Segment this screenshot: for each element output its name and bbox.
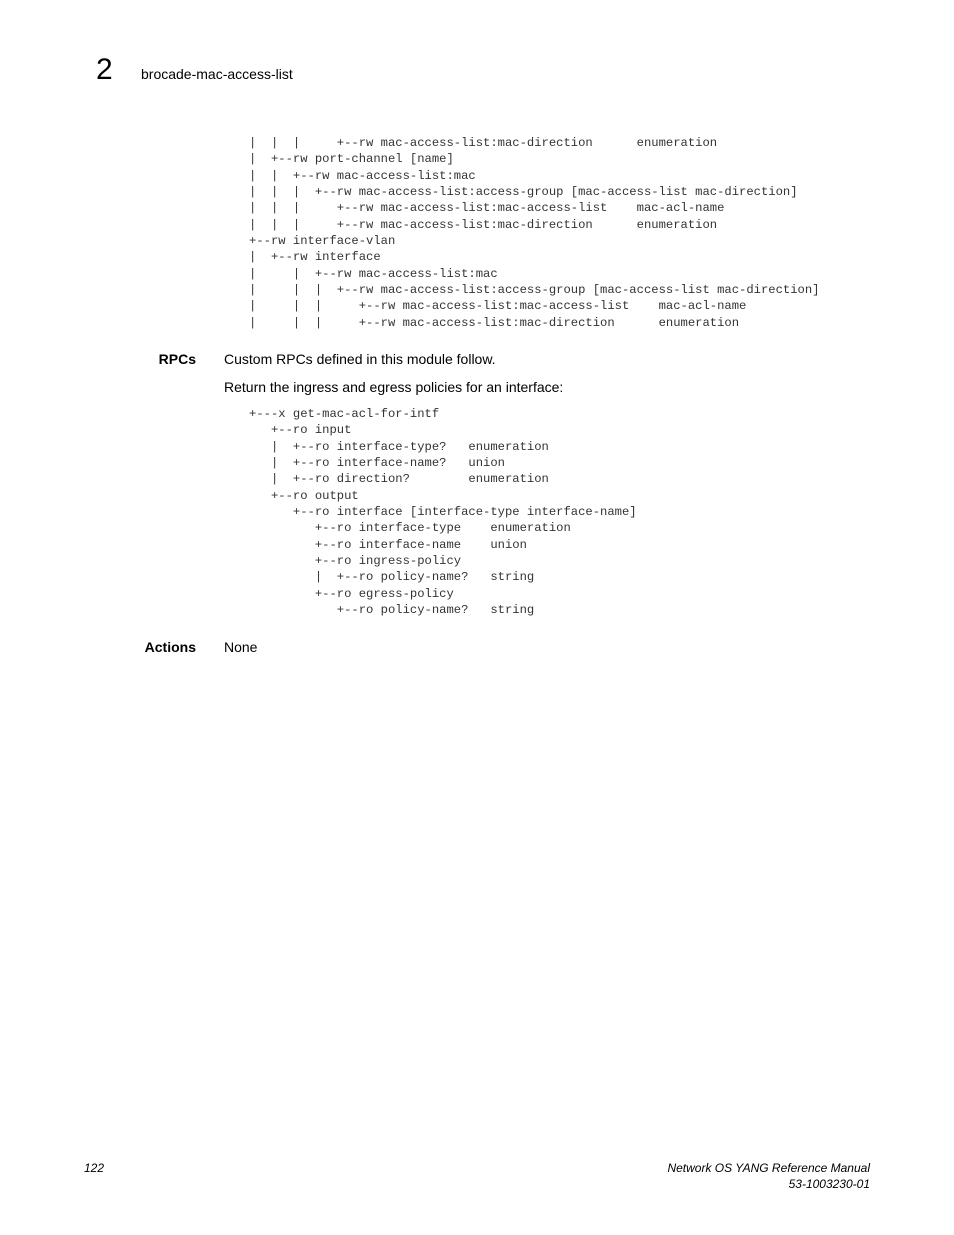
running-header-title: brocade-mac-access-list [141, 66, 293, 82]
doc-number: 53-1003230-01 [788, 1177, 870, 1191]
manual-title: Network OS YANG Reference Manual [667, 1161, 870, 1175]
page-number: 122 [84, 1161, 105, 1175]
actions-label: Actions [144, 639, 196, 655]
chapter-number: 2 [96, 53, 113, 86]
yang-tree-code-block: | | | +--rw mac-access-list:mac-direction enumeration | +--rw port-channel [name] | | +--rw mac-access-list:mac | | | +--rw mac-access-list:access-group [mac-access-list mac-direction] | | | +--rw mac-access-list:mac-access-list mac-acl-name | | | +--rw mac-access-list:mac-direction enumeration +--rw interface-vlan | +--rw interface | | +--rw mac-access-list:mac | | | +--rw mac-access-list:access-group [mac-access-list mac-direction] | | | +--rw mac-access-list:mac-access-list mac-acl-name | | | +--rw mac-access-list:mac-direction enumeration [249, 136, 820, 330]
rpc-tree-code-block: +---x get-mac-acl-for-intf +--ro input | +--ro interface-type? enumeration | +--ro interface-name? union | +--ro direction? enumeration +--ro output +--ro interface [interface-type interface-name] +--ro interface-type enumeration +--ro interface-name union +--ro ingress-policy | +--ro policy-name? string +--ro egress-policy +--ro policy-name? string [249, 407, 637, 618]
rpcs-intro-text: Custom RPCs defined in this module follow. [224, 351, 496, 367]
footer-doc-info [667, 1160, 870, 1192]
rpc-description-text: Return the ingress and egress policies for an interface: [224, 379, 564, 395]
actions-value: None [224, 639, 258, 655]
rpcs-label: RPCs [158, 351, 196, 367]
